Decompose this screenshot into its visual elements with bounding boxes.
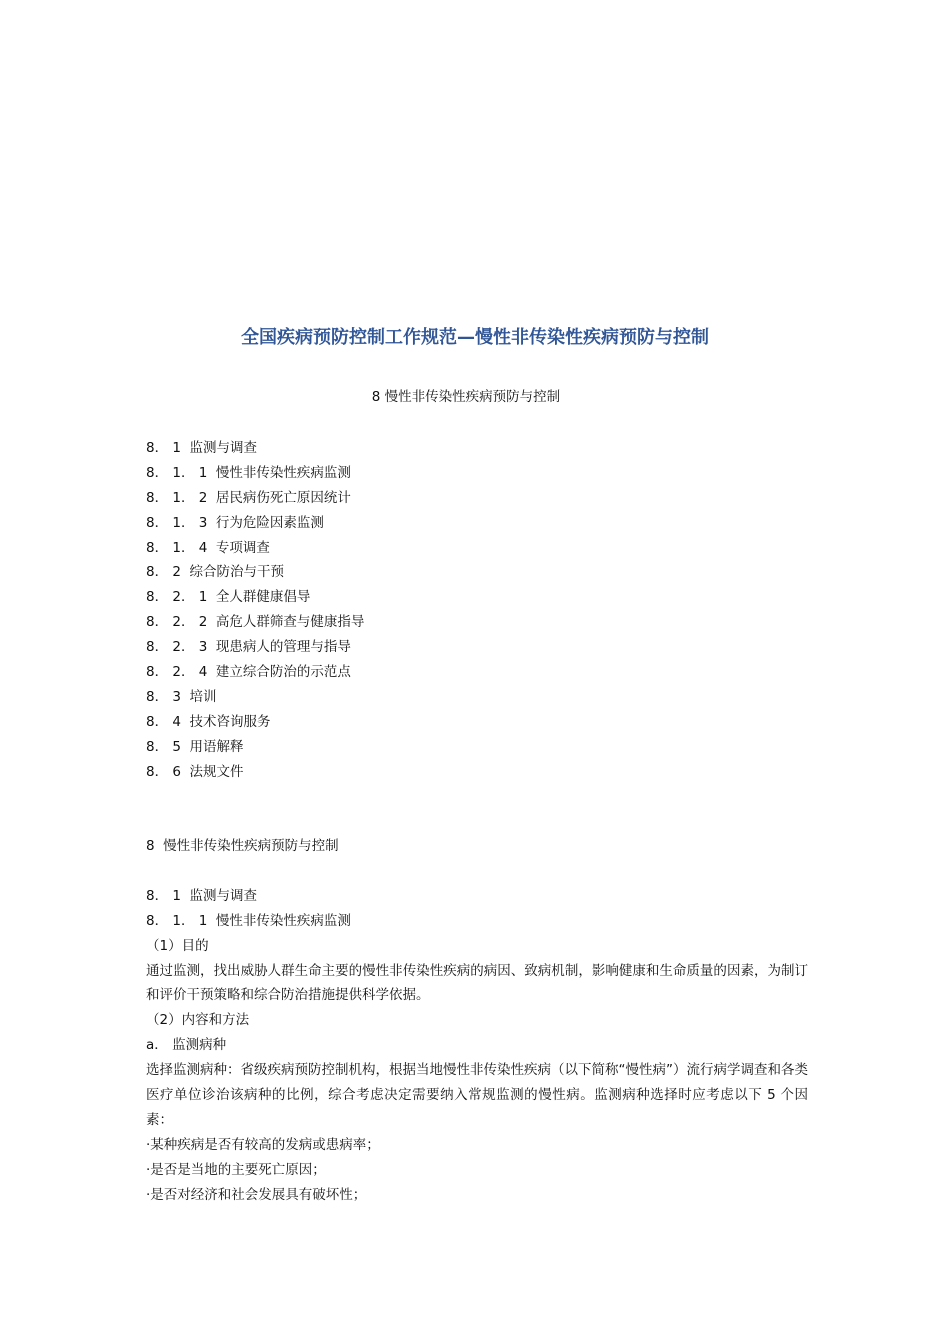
selection-paragraph: 选择监测病种：省级疾病预防控制机构，根据当地慢性非传染性疾病（以下简称“慢性病”）流行病学调查和各类医疗单位诊治该病种的比例，综合考虑决定需要纳入常规监测的慢性病。监测病种选择时应考虑以下 5 个因素： — [146, 1062, 808, 1128]
toc-item: 8． 1． 1 慢性非传染性疾病监测 — [146, 464, 351, 481]
purpose-label: （1）目的 — [146, 937, 209, 954]
toc-item: 8． 4 技术咨询服务 — [146, 713, 271, 730]
content-method-label: （2）内容和方法 — [146, 1012, 250, 1029]
toc-item: 8． 2 综合防治与干预 — [146, 564, 285, 581]
chapter-heading: 8 慢性非传染性疾病预防与控制 — [371, 389, 561, 405]
document-title: 全国疾病预防控制工作规范—慢性非传染性疾病预防与控制 — [241, 327, 709, 348]
toc-item: 8． 5 用语解释 — [146, 738, 244, 755]
table-of-contents — [146, 436, 364, 784]
toc-item: 8． 1． 3 行为危险因素监测 — [146, 514, 324, 531]
toc-item: 8． 2． 1 全人群健康倡导 — [146, 589, 311, 606]
toc-item: 8． 2． 3 现患病人的管理与指导 — [146, 639, 351, 656]
toc-item: 8． 2． 4 建立综合防治的示范点 — [146, 664, 351, 681]
toc-item: 8． 1． 4 专项调查 — [146, 539, 270, 556]
item-a-label: a． 监测病种 — [146, 1037, 227, 1054]
factor-item: ·是否是当地的主要死亡原因； — [146, 1161, 326, 1178]
blank-line — [146, 859, 808, 884]
body-chapter-heading: 8 慢性非传染性疾病预防与控制 — [146, 838, 339, 854]
purpose-paragraph: 通过监测，找出威胁人群生命主要的慢性非传染性疾病的病因、致病机制，影响健康和生命质量的因素，为制订和评价干预策略和综合防治措施提供科学依据。 — [146, 962, 808, 1004]
toc-item: 8． 6 法规文件 — [146, 763, 244, 780]
body-content — [146, 834, 808, 1208]
toc-item: 8． 2． 2 高危人群筛查与健康指导 — [146, 614, 365, 631]
toc-item: 8． 1． 2 居民病伤死亡原因统计 — [146, 489, 351, 506]
factor-item: ·某种疾病是否有较高的发病或患病率； — [146, 1136, 380, 1153]
toc-item: 8． 3 培训 — [146, 688, 217, 705]
toc-item: 8． 1 监测与调查 — [146, 440, 258, 456]
section-heading: 8． 1 监测与调查 — [146, 887, 258, 904]
subsection-heading: 8． 1． 1 慢性非传染性疾病监测 — [146, 912, 351, 929]
factor-item: ·是否对经济和社会发展具有破坏性； — [146, 1186, 367, 1203]
